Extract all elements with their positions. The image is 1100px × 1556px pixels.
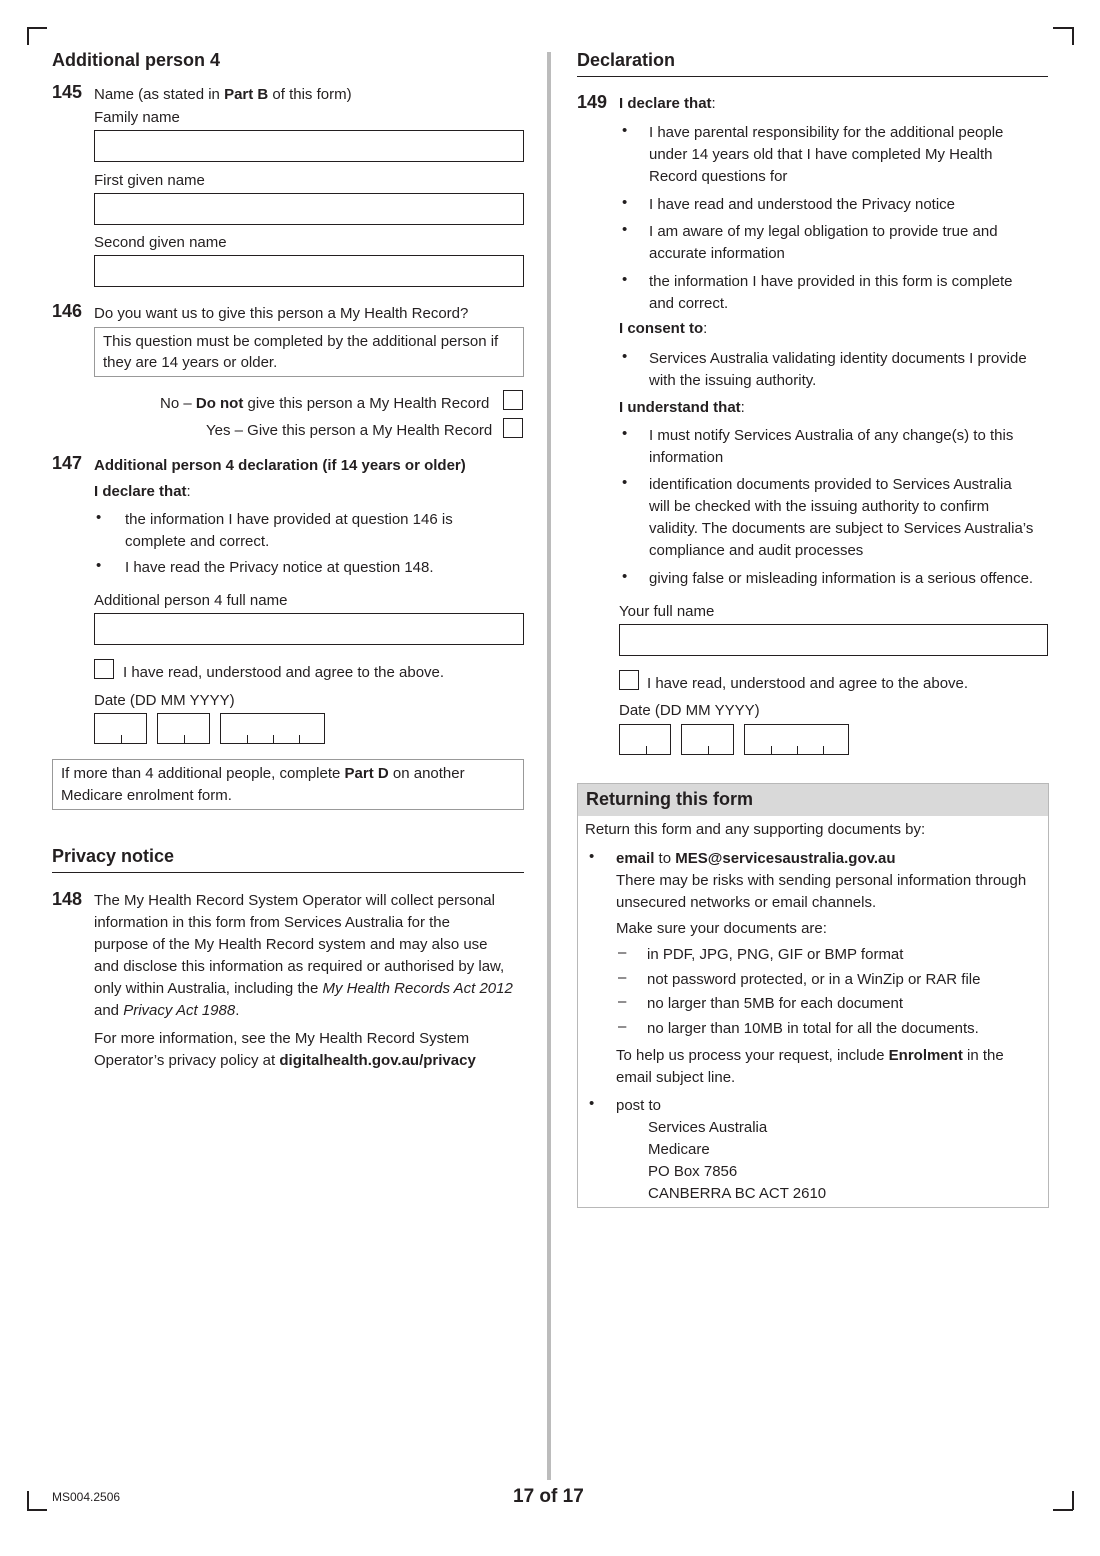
column-divider <box>547 52 551 1480</box>
dash-icon: – <box>618 1018 627 1035</box>
address-line3: PO Box 7856 <box>648 1163 738 1180</box>
bullet-icon: • <box>622 348 628 365</box>
requirement-3: no larger than 5MB for each document <box>647 995 903 1012</box>
declaration-rule <box>577 76 1048 77</box>
date-day-field[interactable] <box>619 724 671 755</box>
bullet-icon: • <box>589 1095 595 1112</box>
agree-label-left: I have read, understood and agree to the above. <box>123 664 445 681</box>
consent-item1-line2: with the issuing authority. <box>649 372 817 389</box>
crop-mark-top-right <box>1053 27 1073 29</box>
family-name-field[interactable] <box>94 130 524 162</box>
privacy-line2: information in this form from Services Australia for the <box>94 914 450 931</box>
date-day-field[interactable] <box>94 713 147 744</box>
q146-question: Do you want us to give this person a My Health Record? <box>94 305 469 322</box>
return-intro: Return this form and any supporting documents by: <box>585 821 926 838</box>
privacy-line7: For more information, see the My Health Record System <box>94 1030 470 1047</box>
option-yes-label: Yes – Give this person a My Health Record <box>206 422 493 439</box>
date-month-field[interactable] <box>681 724 734 755</box>
question-number-149: 149 <box>577 92 608 112</box>
returning-form-title: Returning this form <box>586 789 753 809</box>
form-code: MS004.2506 <box>52 1490 121 1504</box>
section-title-additional-person-4: Additional person 4 <box>52 50 221 70</box>
bullet-icon: • <box>589 848 595 865</box>
part-d-note-line2: Medicare enrolment form. <box>61 787 232 804</box>
declare-item2: I have read and understood the Privacy notice <box>649 196 956 213</box>
additional-person-full-name-field[interactable] <box>94 613 524 645</box>
page-number: 17 of 17 <box>513 1486 584 1507</box>
question-number-146: 146 <box>52 301 83 321</box>
q147-bullet1-line2: complete and correct. <box>125 533 270 550</box>
declare-item1-line2: under 14 years old that I have completed My Health <box>649 146 993 163</box>
declare-item1-line1: I have parental responsibility for the additional people <box>649 124 1004 141</box>
date-label-left: Date (DD MM YYYY) <box>94 692 235 709</box>
section-title-privacy-notice: Privacy notice <box>52 846 175 866</box>
privacy-rule <box>52 872 524 873</box>
bullet-icon: • <box>622 221 628 238</box>
dash-icon: – <box>618 944 627 961</box>
address-line1: Services Australia <box>648 1119 768 1136</box>
understand-item3: giving false or misleading information is a serious offence. <box>649 570 1034 587</box>
requirement-4: no larger than 10MB in total for all the documents. <box>647 1020 979 1037</box>
bullet-icon: • <box>96 509 102 526</box>
declare-item3-line2: accurate information <box>649 245 785 262</box>
understand-item2-line2: will be checked with the issuing authority to confirm <box>649 498 990 515</box>
bullet-icon: • <box>622 474 628 491</box>
address-line2: Medicare <box>648 1141 710 1158</box>
requirement-2: not password protected, or in a WinZip or RAR file <box>647 971 981 988</box>
second-given-name-field[interactable] <box>94 255 524 287</box>
q146-note-line1: This question must be completed by the additional person if <box>103 333 499 350</box>
agree-checkbox-right[interactable] <box>619 670 639 690</box>
q147-title: Additional person 4 declaration (if 14 years or older) <box>94 457 466 474</box>
option-no-label: No – Do not give this person a My Health Record <box>160 395 490 412</box>
bullet-icon: • <box>622 122 628 139</box>
understand-item2-line1: identification documents provided to Services Australia <box>649 476 1012 493</box>
part-d-note-line1: If more than 4 additional people, complete Part D on another <box>61 765 465 782</box>
your-full-name-field[interactable] <box>619 624 1048 656</box>
bullet-icon: • <box>622 271 628 288</box>
help-line1: To help us process your request, include Enrolment in the <box>616 1047 1004 1064</box>
understand-item2-line4: compliance and audit processes <box>649 542 864 559</box>
q147-bullet1-line1: the information I have provided at question 146 is <box>125 511 453 528</box>
agree-checkbox-left[interactable] <box>94 659 114 679</box>
privacy-line3: purpose of the My Health Record system and may also use <box>94 936 488 953</box>
declare-item4-line1: the information I have provided in this form is complete <box>649 273 1013 290</box>
part-d-note-box <box>52 759 524 810</box>
understand-item1-line1: I must notify Services Australia of any change(s) to this <box>649 427 1014 444</box>
privacy-line5: only within Australia, including the My Health Records Act 2012 <box>94 980 513 997</box>
date-year-field[interactable] <box>220 713 325 744</box>
returning-form-panel <box>577 783 1049 1208</box>
address-line4: CANBERRA BC ACT 2610 <box>648 1185 827 1202</box>
q146-note-box <box>94 327 524 377</box>
understand-item2-line3: validity. The documents are subject to Services Australia’s <box>649 520 1034 537</box>
declare-item4-line2: and correct. <box>649 295 729 312</box>
q147-declare-heading: I declare that: <box>94 483 191 500</box>
additional-person-full-name-label: Additional person 4 full name <box>94 592 288 609</box>
crop-mark-top-left <box>27 27 29 45</box>
family-name-label: Family name <box>94 109 180 126</box>
privacy-line4: and disclose this information as required or authorised by law, <box>94 958 505 975</box>
date-month-field[interactable] <box>157 713 210 744</box>
q145-label: Name (as stated in Part B of this form) <box>94 86 352 103</box>
first-given-name-field[interactable] <box>94 193 524 225</box>
crop-mark-bottom-right <box>1053 1509 1073 1511</box>
crop-mark-top-left <box>27 27 47 29</box>
question-number-147: 147 <box>52 453 83 473</box>
privacy-line8: Operator’s privacy policy at digitalhealth.gov.au/privacy <box>94 1052 476 1069</box>
bullet-icon: • <box>96 557 102 574</box>
dash-icon: – <box>618 993 627 1010</box>
risk-line2: unsecured networks or email channels. <box>616 894 877 911</box>
bullet-icon: • <box>622 425 628 442</box>
risk-line1: There may be risks with sending personal information through <box>616 872 1027 889</box>
your-full-name-label: Your full name <box>619 603 715 620</box>
declare-item1-line3: Record questions for <box>649 168 788 185</box>
agree-label-right: I have read, understood and agree to the above. <box>647 675 969 692</box>
second-given-name-label: Second given name <box>94 234 227 251</box>
crop-mark-bottom-left <box>27 1491 29 1510</box>
date-year-field[interactable] <box>744 724 849 755</box>
email-address-link[interactable]: MES@servicesaustralia.gov.au <box>675 850 896 867</box>
understand-item1-line2: information <box>649 449 724 466</box>
q147-bullet2: I have read the Privacy notice at question 148. <box>125 559 434 576</box>
crop-mark-bottom-right <box>1072 1491 1074 1510</box>
option-yes-checkbox[interactable] <box>503 418 523 438</box>
declare-item3-line1: I am aware of my legal obligation to provide true and <box>649 223 998 240</box>
q146-note-line2: they are 14 years or older. <box>103 354 278 371</box>
consent-item1-line1: Services Australia validating identity documents I provide <box>649 350 1027 367</box>
consent-heading: I consent to: <box>619 320 708 337</box>
bullet-icon: • <box>622 568 628 585</box>
crop-mark-top-right <box>1072 27 1074 45</box>
requirement-1: in PDF, JPG, PNG, GIF or BMP format <box>647 946 904 963</box>
bullet-icon: • <box>622 194 628 211</box>
privacy-policy-link[interactable]: digitalhealth.gov.au/privacy <box>279 1052 476 1069</box>
first-given-name-label: First given name <box>94 172 205 189</box>
date-label-right: Date (DD MM YYYY) <box>619 702 760 719</box>
question-number-148: 148 <box>52 889 83 909</box>
privacy-line6: and Privacy Act 1988. <box>94 1002 240 1019</box>
help-line2: email subject line. <box>616 1069 736 1086</box>
option-no-checkbox[interactable] <box>503 390 523 410</box>
crop-mark-bottom-left <box>27 1509 47 1511</box>
understand-heading: I understand that: <box>619 399 745 416</box>
privacy-line1: The My Health Record System Operator will collect personal <box>94 892 495 909</box>
dash-icon: – <box>618 969 627 986</box>
make-sure-line: Make sure your documents are: <box>616 920 827 937</box>
q149-declare-heading: I declare that: <box>619 95 716 112</box>
question-number-145: 145 <box>52 82 83 102</box>
post-to-line: post to <box>616 1097 662 1114</box>
section-title-declaration: Declaration <box>577 50 676 70</box>
email-line: email to MES@servicesaustralia.gov.au <box>616 850 896 867</box>
